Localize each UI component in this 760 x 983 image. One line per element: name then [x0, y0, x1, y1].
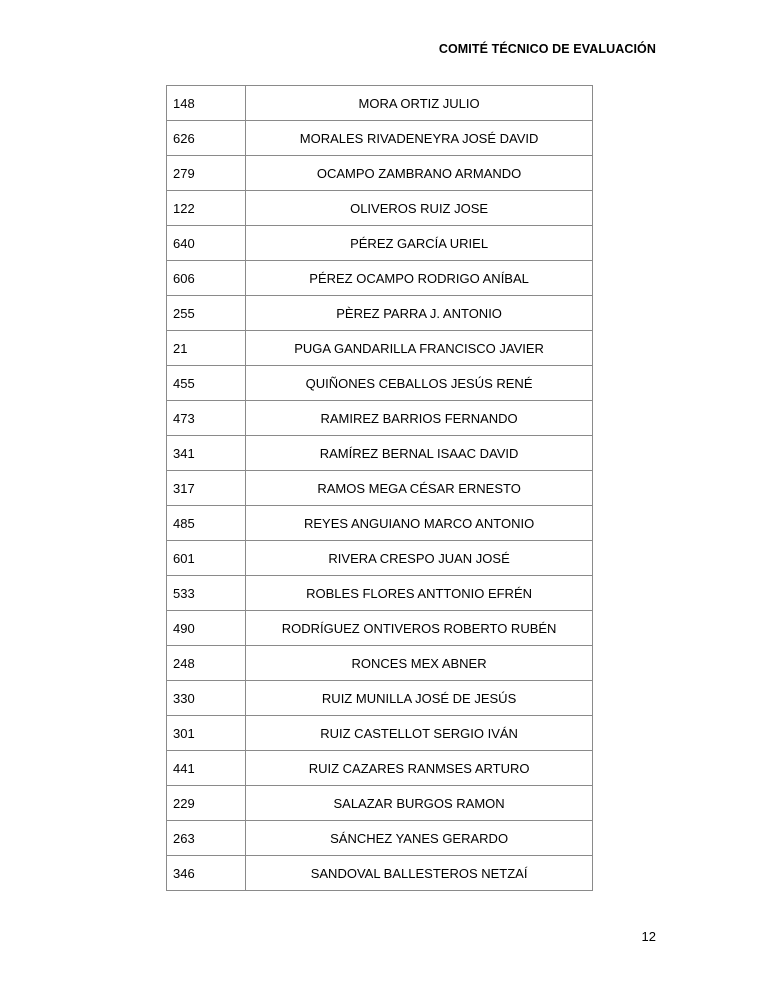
candidate-name: SÁNCHEZ YANES GERARDO	[246, 821, 593, 856]
candidate-name: OLIVEROS RUIZ JOSE	[246, 191, 593, 226]
table-row	[167, 716, 593, 751]
candidate-number: 441	[167, 751, 246, 786]
table-row	[167, 436, 593, 471]
candidate-number: 455	[167, 366, 246, 401]
candidate-number: 490	[167, 611, 246, 646]
table-row	[167, 506, 593, 541]
candidate-number: 148	[167, 86, 246, 121]
page-number: 12	[641, 929, 656, 944]
table-row	[167, 611, 593, 646]
candidate-name: RAMOS MEGA CÉSAR ERNESTO	[246, 471, 593, 506]
candidates-table	[166, 85, 593, 891]
table-row	[167, 261, 593, 296]
table-row	[167, 366, 593, 401]
candidate-name: PÉREZ GARCÍA URIEL	[246, 226, 593, 261]
candidate-name: RUIZ CASTELLOT SERGIO IVÁN	[246, 716, 593, 751]
candidate-name: RAMÍREZ BERNAL ISAAC DAVID	[246, 436, 593, 471]
candidate-name: MORALES RIVADENEYRA JOSÉ DAVID	[246, 121, 593, 156]
candidate-number: 279	[167, 156, 246, 191]
candidate-number: 255	[167, 296, 246, 331]
table-row	[167, 681, 593, 716]
candidate-number: 533	[167, 576, 246, 611]
page-header-title: COMITÉ TÉCNICO DE EVALUACIÓN	[438, 42, 656, 56]
table-row	[167, 191, 593, 226]
candidate-number: 341	[167, 436, 246, 471]
candidate-name: MORA ORTIZ JULIO	[246, 86, 593, 121]
table-row	[167, 751, 593, 786]
candidate-name: SANDOVAL BALLESTEROS NETZAÍ	[246, 856, 593, 891]
table-row	[167, 786, 593, 821]
candidate-name: QUIÑONES CEBALLOS JESÚS RENÉ	[246, 366, 593, 401]
candidate-name: RUIZ MUNILLA JOSÉ DE JESÚS	[246, 681, 593, 716]
candidate-name: RODRÍGUEZ ONTIVEROS ROBERTO RUBÉN	[246, 611, 593, 646]
candidate-number: 248	[167, 646, 246, 681]
table-row	[167, 646, 593, 681]
table-row	[167, 471, 593, 506]
candidate-name: SALAZAR BURGOS RAMON	[246, 786, 593, 821]
candidate-number: 346	[167, 856, 246, 891]
candidate-number: 229	[167, 786, 246, 821]
candidates-table-body	[167, 86, 593, 891]
table-row	[167, 576, 593, 611]
candidate-number: 640	[167, 226, 246, 261]
table-row	[167, 226, 593, 261]
candidate-number: 601	[167, 541, 246, 576]
candidate-name: OCAMPO ZAMBRANO ARMANDO	[246, 156, 593, 191]
table-row	[167, 121, 593, 156]
candidate-name: PÈREZ PARRA J. ANTONIO	[246, 296, 593, 331]
candidate-name: RUIZ CAZARES RANMSES ARTURO	[246, 751, 593, 786]
candidate-name: PUGA GANDARILLA FRANCISCO JAVIER	[246, 331, 593, 366]
candidate-number: 330	[167, 681, 246, 716]
candidate-name: REYES ANGUIANO MARCO ANTONIO	[246, 506, 593, 541]
candidate-number: 263	[167, 821, 246, 856]
table-row	[167, 156, 593, 191]
candidate-number: 301	[167, 716, 246, 751]
candidate-name: ROBLES FLORES ANTTONIO EFRÉN	[246, 576, 593, 611]
candidate-name: PÉREZ OCAMPO RODRIGO ANÍBAL	[246, 261, 593, 296]
candidate-number: 21	[167, 331, 246, 366]
table-row	[167, 86, 593, 121]
table-row	[167, 856, 593, 891]
candidate-number: 485	[167, 506, 246, 541]
table-row	[167, 401, 593, 436]
candidate-number: 317	[167, 471, 246, 506]
table-row	[167, 331, 593, 366]
table-row	[167, 296, 593, 331]
table-row	[167, 821, 593, 856]
candidate-name: RONCES MEX ABNER	[246, 646, 593, 681]
candidate-number: 606	[167, 261, 246, 296]
candidate-number: 626	[167, 121, 246, 156]
candidate-name: RAMIREZ BARRIOS FERNANDO	[246, 401, 593, 436]
candidate-name: RIVERA CRESPO JUAN JOSÉ	[246, 541, 593, 576]
table-row	[167, 541, 593, 576]
candidate-number: 122	[167, 191, 246, 226]
candidate-number: 473	[167, 401, 246, 436]
